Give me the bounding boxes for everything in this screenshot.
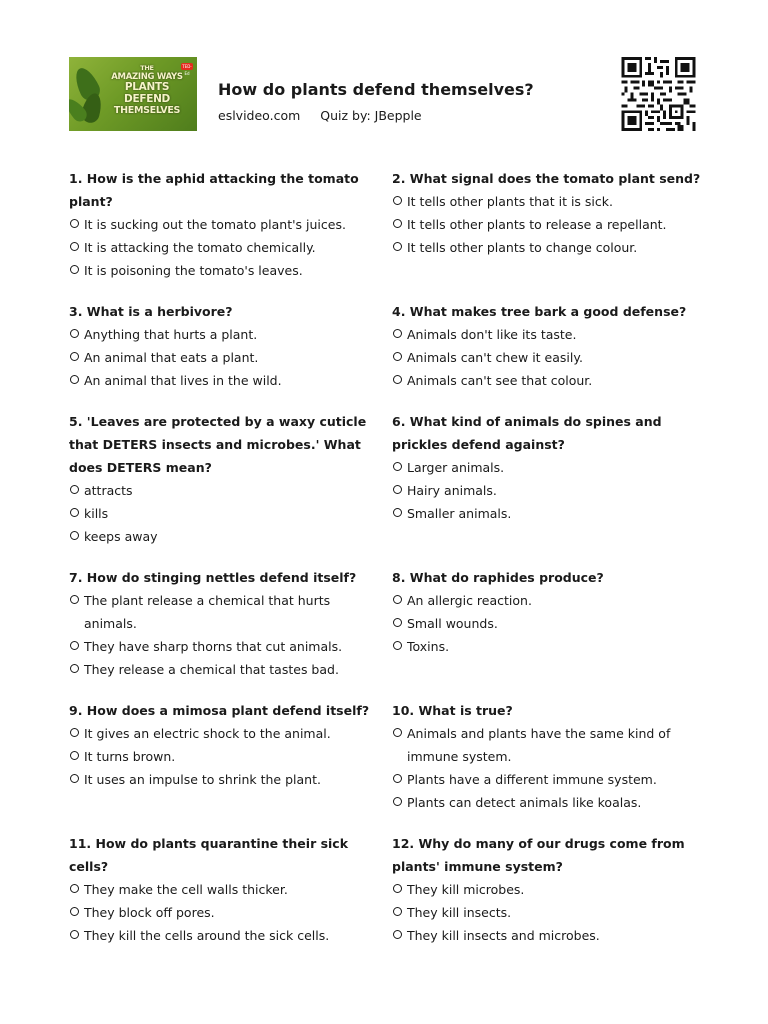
answer-option[interactable]: They release a chemical that tastes bad. xyxy=(69,658,379,681)
question-9 xyxy=(69,699,379,791)
ted-ed-badge: TED-Ed xyxy=(182,64,192,76)
answer-option[interactable]: They kill insects. xyxy=(392,901,702,924)
question-text: 3. What is a herbivore? xyxy=(69,304,233,319)
radio-button-icon[interactable] xyxy=(70,774,79,783)
radio-button-icon[interactable] xyxy=(70,907,79,916)
question-8 xyxy=(392,566,702,658)
question-12 xyxy=(392,832,702,947)
answer-option[interactable]: attracts xyxy=(69,479,379,502)
answer-option[interactable]: It tells other plants that it is sick. xyxy=(392,190,702,213)
answer-option[interactable]: keeps away xyxy=(69,525,379,548)
radio-button-icon[interactable] xyxy=(70,751,79,760)
answer-option[interactable]: Animals can't see that colour. xyxy=(392,369,702,392)
question-10 xyxy=(392,699,702,814)
radio-button-icon[interactable] xyxy=(393,508,402,517)
answer-option[interactable]: They kill insects and microbes. xyxy=(392,924,702,947)
radio-button-icon[interactable] xyxy=(70,242,79,251)
answer-option[interactable]: Animals and plants have the same kind of immune system. xyxy=(392,722,702,768)
page-title: How do plants defend themselves? xyxy=(218,80,534,99)
answer-option[interactable]: It gives an electric shock to the animal. xyxy=(69,722,379,745)
page-meta xyxy=(218,108,422,123)
radio-button-icon[interactable] xyxy=(393,242,402,251)
answer-option[interactable]: Small wounds. xyxy=(392,612,702,635)
video-thumbnail xyxy=(69,57,197,131)
answer-option[interactable]: Larger animals. xyxy=(392,456,702,479)
answer-option[interactable]: They kill the cells around the sick cells. xyxy=(69,924,379,947)
radio-button-icon[interactable] xyxy=(70,375,79,384)
radio-button-icon[interactable] xyxy=(70,485,79,494)
site-name: eslvideo.com xyxy=(218,108,301,123)
question-text: 9. How does a mimosa plant defend itself? xyxy=(69,703,370,718)
answer-option[interactable]: An allergic reaction. xyxy=(392,589,702,612)
question-text: 1. How is the aphid attacking the tomato plant? xyxy=(69,171,359,209)
answer-option[interactable]: They make the cell walls thicker. xyxy=(69,878,379,901)
radio-button-icon[interactable] xyxy=(393,352,402,361)
quiz-author: Quiz by: JBepple xyxy=(320,108,422,123)
answer-option[interactable]: It is attacking the tomato chemically. xyxy=(69,236,379,259)
radio-button-icon[interactable] xyxy=(70,664,79,673)
radio-button-icon[interactable] xyxy=(393,196,402,205)
question-text: 12. Why do many of our drugs come from plants' immune system? xyxy=(392,836,685,874)
radio-button-icon[interactable] xyxy=(393,375,402,384)
answer-option[interactable]: Anything that hurts a plant. xyxy=(69,323,379,346)
question-text: 10. What is true? xyxy=(392,703,513,718)
question-5 xyxy=(69,410,379,548)
answer-option[interactable]: Plants can detect animals like koalas. xyxy=(392,791,702,814)
answer-option[interactable]: They kill microbes. xyxy=(392,878,702,901)
answer-option[interactable]: It uses an impulse to shrink the plant. xyxy=(69,768,379,791)
question-text: 6. What kind of animals do spines and prickles defend against? xyxy=(392,414,662,452)
radio-button-icon[interactable] xyxy=(70,728,79,737)
answer-option[interactable]: It tells other plants to change colour. xyxy=(392,236,702,259)
radio-button-icon[interactable] xyxy=(70,641,79,650)
question-6 xyxy=(392,410,702,525)
radio-button-icon[interactable] xyxy=(393,930,402,939)
answer-option[interactable]: Smaller animals. xyxy=(392,502,702,525)
answer-option[interactable]: Toxins. xyxy=(392,635,702,658)
radio-button-icon[interactable] xyxy=(70,352,79,361)
radio-button-icon[interactable] xyxy=(393,618,402,627)
answer-option[interactable]: It turns brown. xyxy=(69,745,379,768)
answer-option[interactable]: An animal that lives in the wild. xyxy=(69,369,379,392)
radio-button-icon[interactable] xyxy=(70,329,79,338)
answer-option[interactable]: Animals can't chew it easily. xyxy=(392,346,702,369)
radio-button-icon[interactable] xyxy=(393,907,402,916)
radio-button-icon[interactable] xyxy=(70,884,79,893)
question-1 xyxy=(69,167,379,282)
question-text: 11. How do plants quarantine their sick cells? xyxy=(69,836,349,874)
question-7 xyxy=(69,566,379,681)
answer-option[interactable]: They block off pores. xyxy=(69,901,379,924)
question-text: 2. What signal does the tomato plant send? xyxy=(392,171,701,186)
radio-button-icon[interactable] xyxy=(393,329,402,338)
radio-button-icon[interactable] xyxy=(393,884,402,893)
radio-button-icon[interactable] xyxy=(393,219,402,228)
question-text: 7. How do stinging nettles defend itself? xyxy=(69,570,357,585)
question-11 xyxy=(69,832,379,947)
question-2 xyxy=(392,167,702,259)
radio-button-icon[interactable] xyxy=(393,728,402,737)
question-4 xyxy=(392,300,702,392)
radio-button-icon[interactable] xyxy=(70,930,79,939)
answer-option[interactable]: An animal that eats a plant. xyxy=(69,346,379,369)
answer-option[interactable]: They have sharp thorns that cut animals. xyxy=(69,635,379,658)
radio-button-icon[interactable] xyxy=(70,265,79,274)
radio-button-icon[interactable] xyxy=(70,508,79,517)
answer-option[interactable]: It is sucking out the tomato plant's juices. xyxy=(69,213,379,236)
answer-option[interactable]: It is poisoning the tomato's leaves. xyxy=(69,259,379,282)
question-text: 5. 'Leaves are protected by a waxy cuticle that DETERS insects and microbes.' What does DETERS mean? xyxy=(69,414,367,475)
thumbnail-title: THE AMAZING WAYS PLANTS DEFEND THEMSELVES xyxy=(111,64,183,116)
radio-button-icon[interactable] xyxy=(393,485,402,494)
answer-option[interactable]: The plant release a chemical that hurts animals. xyxy=(69,589,379,635)
question-text: 4. What makes tree bark a good defense? xyxy=(392,304,687,319)
radio-button-icon[interactable] xyxy=(70,595,79,604)
radio-button-icon[interactable] xyxy=(70,219,79,228)
qr-code-icon xyxy=(620,57,697,131)
radio-button-icon[interactable] xyxy=(393,462,402,471)
answer-option[interactable]: Animals don't like its taste. xyxy=(392,323,702,346)
answer-option[interactable]: kills xyxy=(69,502,379,525)
radio-button-icon[interactable] xyxy=(393,641,402,650)
radio-button-icon[interactable] xyxy=(393,797,402,806)
question-3 xyxy=(69,300,379,392)
answer-option[interactable]: Plants have a different immune system. xyxy=(392,768,702,791)
question-text: 8. What do raphides produce? xyxy=(392,570,604,585)
radio-button-icon[interactable] xyxy=(393,774,402,783)
radio-button-icon[interactable] xyxy=(70,531,79,540)
radio-button-icon[interactable] xyxy=(393,595,402,604)
answer-option[interactable]: It tells other plants to release a repellant. xyxy=(392,213,702,236)
answer-option[interactable]: Hairy animals. xyxy=(392,479,702,502)
